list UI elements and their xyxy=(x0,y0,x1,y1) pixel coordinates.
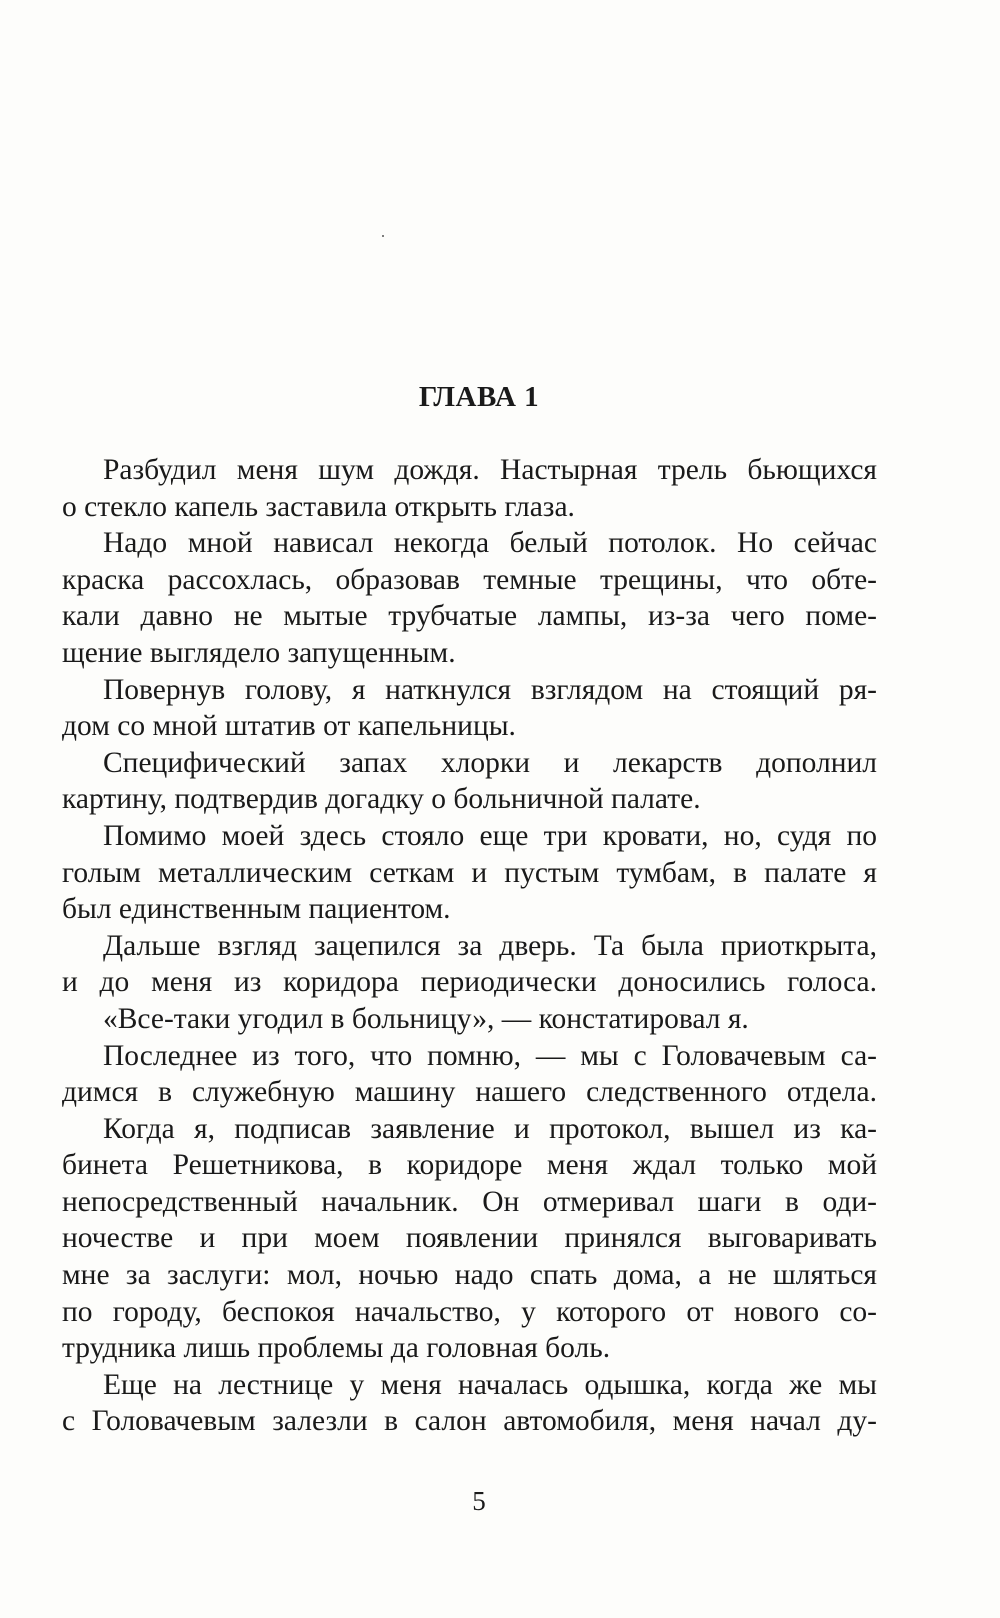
text-line: «Все-таки угодил в больницу», — констатировал я. xyxy=(103,1002,749,1035)
text-line: был единственным пациентом. xyxy=(62,893,451,926)
text-line: краска рассохлась, образовав темные трещины, что обте- xyxy=(62,563,877,596)
text-line: бинета Решетникова, в коридоре меня ждал только мой xyxy=(62,1149,877,1182)
chapter-title: ГЛАВА 1 xyxy=(418,381,540,413)
text-line: Дальше взгляд зацепился за дверь. Та была приоткрыта, xyxy=(103,929,877,962)
text-line: непосредственный начальник. Он отмеривал шаги в оди- xyxy=(62,1185,877,1218)
text-line: Еще на лестнице у меня началась одышка, когда же мы xyxy=(103,1368,877,1401)
text-line: с Головачевым залезли в салон автомобиля, меня начал ду- xyxy=(62,1405,877,1438)
text-line: Специфический запах хлорки и лекарств дополнил xyxy=(103,746,877,779)
body-text xyxy=(62,452,877,1440)
text-line: Повернув голову, я наткнулся взглядом на стоящий ря- xyxy=(103,673,877,706)
text-line: картину, подтвердив догадку о больничной палате. xyxy=(62,783,701,816)
text-line: Последнее из того, что помню, — мы с Головачевым са- xyxy=(103,1039,877,1072)
text-line: Надо мной нависал некогда белый потолок. Но сейчас xyxy=(103,527,877,560)
page-number: 5 xyxy=(472,1486,486,1516)
text-line: Помимо моей здесь стояло еще три кровати, но, судя по xyxy=(103,819,877,852)
text-line: ночестве и при моем появлении принялся выговаривать xyxy=(62,1222,877,1255)
text-line: по городу, беспокоя начальство, у которого от нового со- xyxy=(62,1295,877,1328)
text-line: Разбудил меня шум дождя. Настырная трель бьющихся xyxy=(103,454,877,486)
text-line: щение выглядело запущенным. xyxy=(62,636,456,669)
scan-speck xyxy=(382,235,384,237)
text-line: и до меня из коридора периодически доносились голоса. xyxy=(62,966,877,999)
text-line: мне за заслуги: мол, ночью надо спать дома, а не шляться xyxy=(62,1259,877,1292)
text-line: трудника лишь проблемы да головная боль. xyxy=(62,1332,611,1365)
text-line: Когда я, подписав заявление и протокол, вышел из ка- xyxy=(103,1112,877,1145)
text-line: кали давно не мытые трубчатые лампы, из-за чего поме- xyxy=(62,600,877,633)
text-line: дом со мной штатив от капельницы. xyxy=(62,710,516,743)
text-line: о стекло капель заставила открыть глаза. xyxy=(62,490,575,523)
text-line: голым металлическим сеткам и пустым тумбам, в палате я xyxy=(62,856,877,889)
text-line: димся в служебную машину нашего следственного отдела. xyxy=(62,1076,877,1109)
